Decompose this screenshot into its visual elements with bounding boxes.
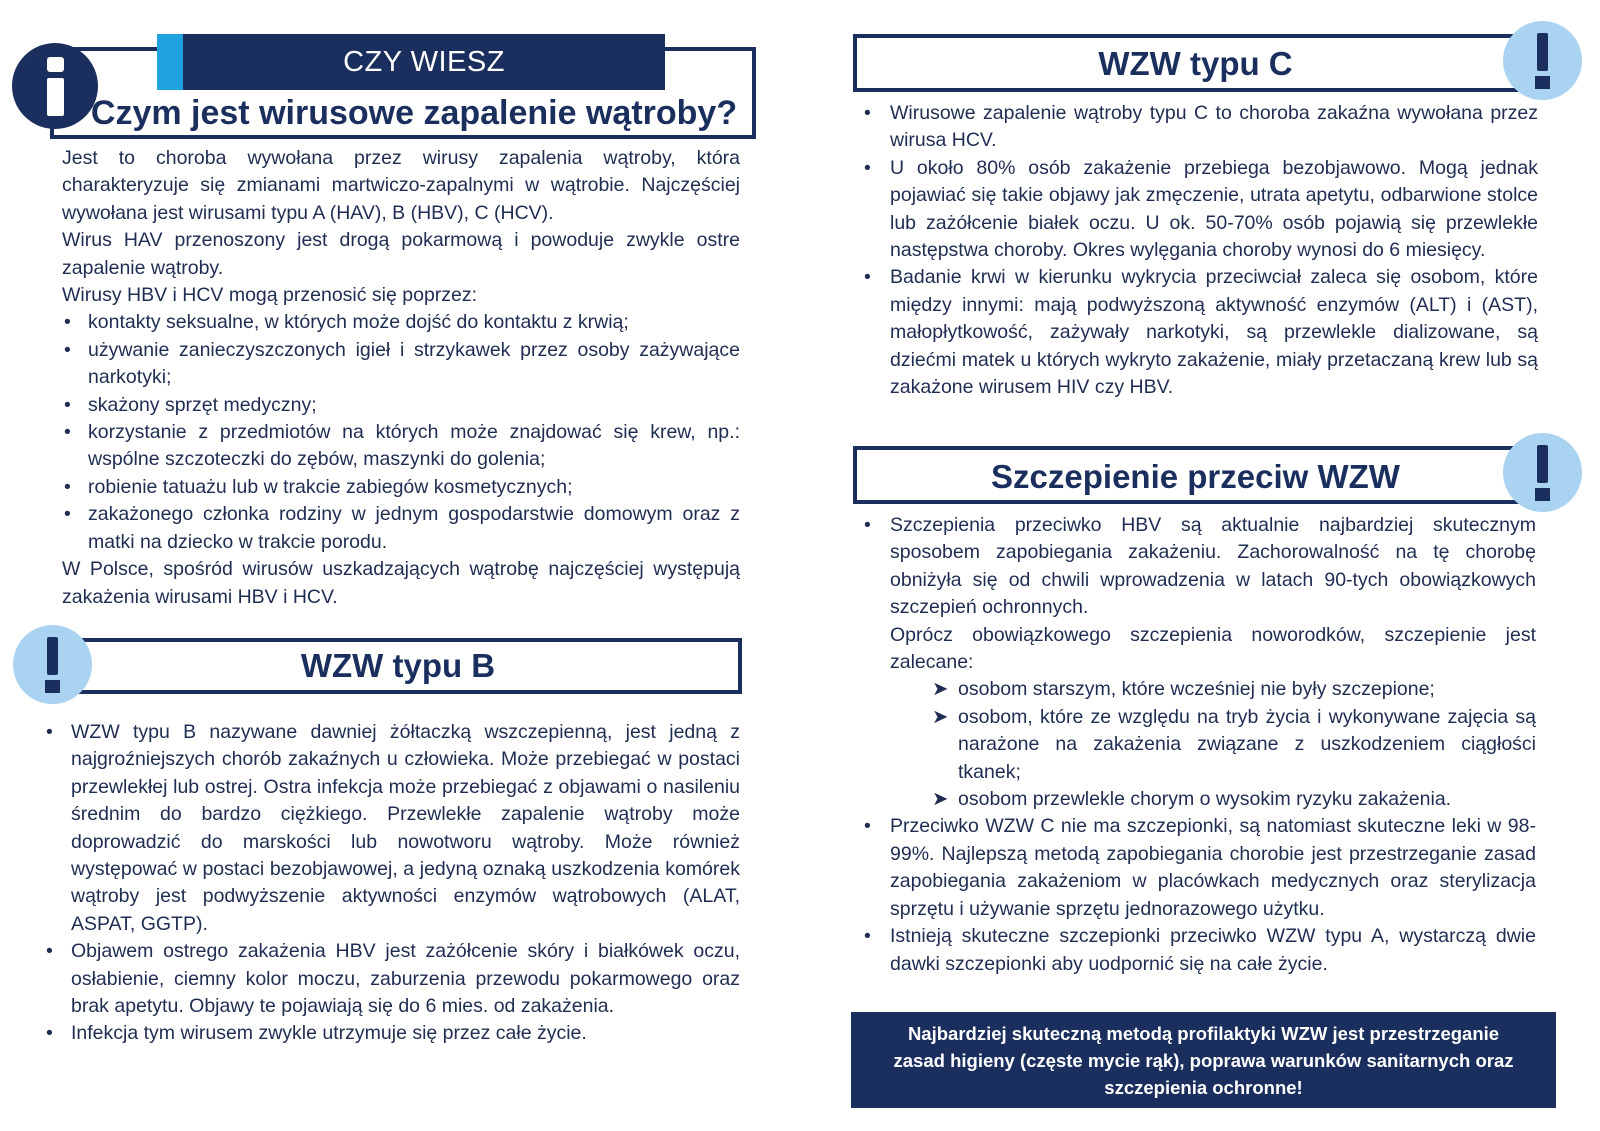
info-icon	[12, 43, 98, 129]
hbv-list	[44, 719, 740, 1048]
main-title: Czym jest wirusowe zapalenie wątroby?	[90, 94, 738, 132]
vaccine-points	[862, 813, 1536, 977]
exclamation-icon	[1503, 433, 1582, 512]
list-item: • korzystanie z przedmiotów na których może znajdować się krew, np.: wspólne szczoteczki do zębów, maszynki do golenia;	[62, 419, 740, 474]
callout-box	[851, 1012, 1556, 1108]
banner-accent	[157, 34, 183, 90]
callout-text: Najbardziej skuteczną metodą profilaktyki WZW jest przestrzeganie zasad higieny (częste mycie rąk), poprawa warunków sanitarnych oraz szczepienia ochronne!	[893, 1022, 1514, 1098]
list-item: • Objawem ostrego zakażenia HBV jest zażółcenie skóry i białkówek oczu, osłabienie, ciemny kolor moczu, zaburzenia przewodu pokarmowego oraz brak apetytu. Objawy te pojawiają się do 6 mies. od zakażenia.	[44, 938, 740, 1020]
czy-wiesz-banner	[183, 34, 665, 90]
arrow-bullet-icon: ➤	[932, 678, 949, 701]
list-item	[862, 512, 1536, 676]
list-item: • zakażonego członka rodziny w jednym gospodarstwie domowym oraz z matki na dziecko w trakcie porodu.	[62, 501, 740, 556]
list-item: • WZW typu B nazywane dawniej żółtaczką wszczepienną, jest jedną z najgroźniejszych chorób zakaźnych u człowieka. Może przebiegać w postaci przewlekłej lub ostrej. Ostra infekcja może przebiegać z objawami o nasileniu średnim do bardzo ciężkiego. Przewlekłe zapalenie wątroby może doprowadzić do marskości lub nowotworu wątroby. Może również występować w postaci bezobjawowej, a jedyną oznaką uszkodzenia komórek wątroby jest podwyższenie aktywności enzymów wątrobowych (ALAT, ASPAT, GGTP).	[44, 719, 740, 938]
list-item: • Wirusowe zapalenie wątroby typu C to choroba zakaźna wywołana przez wirusa HCV.	[862, 100, 1538, 155]
hbv-title: WZW typu B	[300, 647, 496, 684]
hcv-title: WZW typu C	[1098, 45, 1293, 82]
vaccine-title: Szczepienie przeciw WZW	[991, 458, 1400, 495]
exclamation-icon	[13, 625, 92, 704]
intro-paragraph: Wirusy HBV i HCV mogą przenosić się poprzez:	[62, 284, 478, 307]
intro-paragraph: Wirus HAV przenoszony jest drogą pokarmową i powoduje zwykle ostre zapalenie wątroby.	[62, 229, 740, 279]
intro-section	[62, 145, 740, 611]
list-item: • skażony sprzęt medyczny;	[62, 392, 740, 419]
list-item: • kontakty seksualne, w których może dojść do kontaktu z krwią;	[62, 309, 740, 336]
list-item: • Przeciwko WZW C nie ma szczepionki, są natomiast skuteczne leki w 98-99%. Najlepszą metodą zapobiegania chorobie jest przestrzeganie zasad zapobiegania zakażeniom w placówkach medycznych oraz sterylizacja sprzętu i używanie sprzętu jednorazowego użytku.	[862, 813, 1536, 923]
group-item: ➤ osobom przewlekle chorym o wysokim ryzyku zakażenia.	[932, 786, 1536, 813]
group-item: ➤ osobom, które ze względu na tryb życia i wykonywane zajęcia są narażone na zakażenia związane z uszkodzeniem ciągłości tkanek;	[932, 705, 1536, 783]
vaccine-recommend: Oprócz obowiązkowego szczepienia noworodków, szczepienie jest zalecane:	[890, 623, 1536, 674]
banner-label: CZY WIESZ	[343, 46, 505, 78]
poland-note: W Polsce, spośród wirusów uszkadzających wątrobę najczęściej występują zakażenia wirusami HBV i HCV.	[62, 558, 740, 608]
transmission-list	[62, 309, 740, 556]
hcv-list	[862, 100, 1538, 401]
list-item: • robienie tatuażu lub w trakcie zabiegów kosmetycznych;	[62, 474, 740, 501]
list-item: • używanie zanieczyszczonych igieł i strzykawek przez osoby zażywające narkotyki;	[62, 337, 740, 392]
list-item: • Infekcja tym wirusem zwykle utrzymuje się przez całe życie.	[44, 1020, 740, 1047]
vaccine-section	[862, 512, 1536, 978]
vaccine-groups	[862, 676, 1536, 813]
arrow-bullet-icon: ➤	[932, 788, 949, 811]
list-item: • Istnieją skuteczne szczepionki przeciwko WZW typu A, wystarczą dwie dawki szczepionki aby uodpornić się na całe życie.	[862, 923, 1536, 978]
list-item: • Badanie krwi w kierunku wykrycia przeciwciał zaleca się osobom, które między innymi: mają podwyższoną aktywność enzymów (ALT) i (AST), małopłytkowość, zażywały narkotyki, są przewlekle dializowane, są dziećmi matek u których wykryto zakażenie, miały przetaczaną krew lub są zakażone wirusem HIV czy HBV.	[862, 264, 1538, 401]
exclamation-icon	[1503, 21, 1582, 100]
group-item: ➤ osobom starszym, które wcześniej nie były szczepione;	[932, 676, 1536, 703]
intro-paragraph: Jest to choroba wywołana przez wirusy zapalenia wątroby, która charakteryzuje się zmianami martwiczo-zapalnymi w wątrobie. Najczęściej wywołana jest wirusami typu A (HAV), B (HBV), C (HCV).	[62, 147, 740, 224]
vaccine-intro: • Szczepienia przeciwko HBV są aktualnie najbardziej skutecznym sposobem zapobiegania zakażeniu. Zachorowalność na tę chorobę obniżyła się od chwili wprowadzenia w latach 90-tych obowiązkowych szczepień ochronnych.	[890, 514, 1536, 619]
arrow-bullet-icon: ➤	[932, 705, 949, 728]
list-item: • U około 80% osób zakażenie przebiega bezobjawowo. Mogą jednak pojawiać się takie objawy jak zmęczenie, utrata apetytu, odbarwione stolce lub zażółcenie białek oczu. U ok. 50-70% osób pojawią się przewlekłe następstwa choroby. Okres wylęgania choroby wynosi do 6 miesięcy.	[862, 155, 1538, 265]
vaccine-list	[862, 512, 1536, 676]
